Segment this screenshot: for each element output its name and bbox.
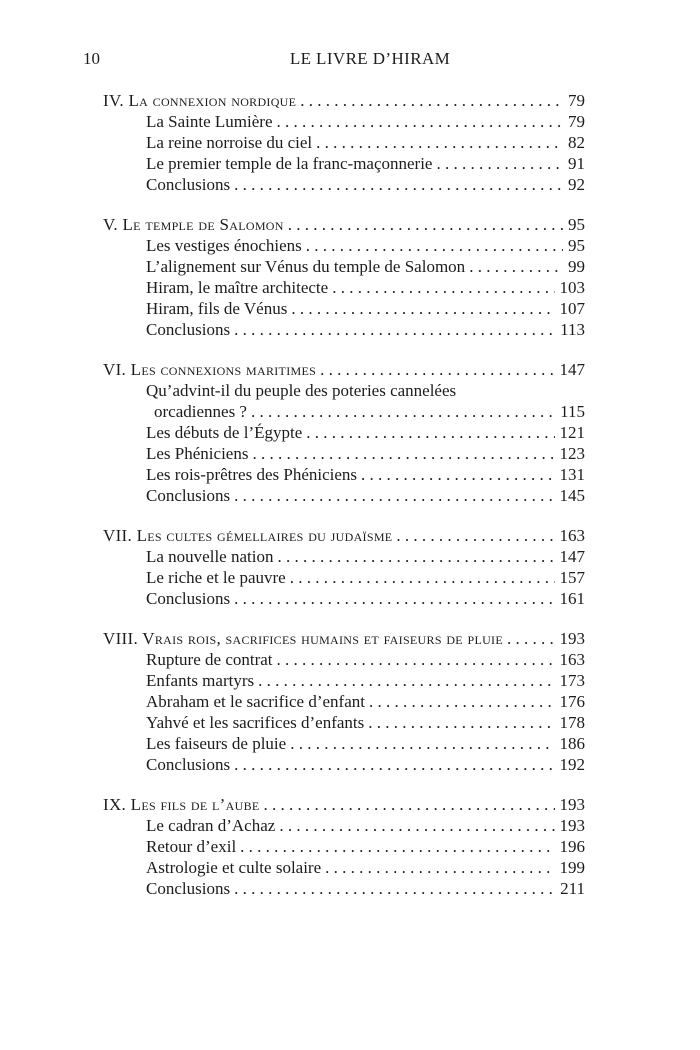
section-entry-title: L’alignement sur Vénus du temple de Salomon [146,257,466,276]
section-entry-page: 199 [559,858,585,877]
dot-leader [279,815,554,836]
dot-leader [396,525,554,546]
section-entry-page: 145 [559,486,585,505]
section-entry-title: Conclusions [146,879,231,898]
dot-leader [368,712,554,733]
section-entry-title: Abraham et le sacrifice d’enfant [146,692,365,711]
section-entry-title: Retour d’exil [146,837,237,856]
section-entry-title: Hiram, le maître architecte [146,278,329,297]
dot-leader [234,754,554,775]
chapter-block [103,214,585,340]
dot-leader [234,174,563,195]
section-entry-title: Le premier temple de la franc-maçonnerie [146,154,433,173]
dot-leader [306,235,563,256]
chapter-entry-page: 163 [559,526,585,545]
section-entry-page: 92 [568,175,585,194]
dot-leader [332,277,554,298]
section-entry [103,132,585,153]
dot-leader [436,153,563,174]
section-entry-page: 193 [559,816,585,835]
dot-leader [361,464,554,485]
section-entry-title: Conclusions [146,320,231,339]
dot-leader [316,132,563,153]
dot-leader [277,649,555,670]
running-title: LE LIVRE D’HIRAM [289,49,451,68]
chapter-entry [103,628,585,649]
section-entry-title: Le cadran d’Achaz [146,816,276,835]
chapter-entry-page: 193 [559,795,585,814]
chapter-entry [103,359,585,380]
section-entry [103,464,585,485]
section-entry [103,319,585,340]
section-entry-page: 123 [559,444,585,463]
section-entry-page: 121 [559,423,585,442]
section-entry [103,670,585,691]
dot-leader [258,670,554,691]
chapter-block [103,628,585,775]
section-entry [103,815,585,836]
dot-leader [300,90,563,111]
section-entry-title-line1: Qu’advint-il du peuple des poteries cannelées [146,381,457,400]
chapter-entry-title: V. Le temple de Salomon [103,215,284,234]
dot-leader [291,298,554,319]
section-entry-page: 161 [559,589,585,608]
section-entry-title: Yahvé et les sacrifices d’enfants [146,713,365,732]
section-entry-page: 79 [568,112,585,131]
dot-leader [306,422,554,443]
dot-leader [369,691,555,712]
section-entry [103,754,585,775]
dot-leader [507,628,555,649]
chapter-entry-page: 79 [568,91,585,110]
dot-leader [277,546,554,567]
section-entry-title: Conclusions [146,486,231,505]
section-entry [103,546,585,567]
section-entry-page: 131 [559,465,585,484]
section-entry-page: 173 [559,671,585,690]
section-entry-page: 113 [560,320,585,339]
section-entry [103,712,585,733]
dot-leader [240,836,554,857]
dot-leader [288,214,563,235]
section-entry [103,235,585,256]
section-entry-page: 196 [559,837,585,856]
section-entry [103,857,585,878]
dot-leader [290,567,555,588]
section-entry-title: Les faiseurs de pluie [146,734,287,753]
section-entry-title: Hiram, fils de Vénus [146,299,288,318]
page-number: 10 [83,49,100,68]
section-entry [103,298,585,319]
section-entry [103,649,585,670]
section-entry [103,443,585,464]
section-entry-page: 99 [568,257,585,276]
section-entry-title: Enfants martyrs [146,671,255,690]
chapter-block [103,794,585,899]
section-entry-title: Les rois-prêtres des Phéniciens [146,465,358,484]
section-entry-title: orcadiennes ? [154,402,247,421]
dot-leader [325,857,554,878]
section-entry [103,691,585,712]
section-entry-title: Conclusions [146,755,231,774]
section-entry-title: Le riche et le pauvre [146,568,286,587]
chapter-block [103,90,585,195]
chapter-entry [103,214,585,235]
section-entry [103,485,585,506]
section-entry-page: 186 [559,734,585,753]
section-entry [103,878,585,899]
section-entry [103,401,585,422]
section-entry [103,256,585,277]
section-entry [103,422,585,443]
section-entry-page: 211 [560,879,585,898]
section-entry-title: Les vestiges énochiens [146,236,302,255]
section-entry-page: 115 [560,402,585,421]
dot-leader [264,794,555,815]
section-entry [103,567,585,588]
chapter-entry-page: 193 [559,629,585,648]
chapter-entry-page: 147 [559,360,585,379]
dot-leader [251,401,555,422]
section-entry-page: 107 [559,299,585,318]
section-entry-page: 157 [559,568,585,587]
section-entry-title: Rupture de contrat [146,650,273,669]
dot-leader [290,733,554,754]
chapter-entry-title: VI. Les connexions maritimes [103,360,317,379]
section-entry-page: 176 [559,692,585,711]
section-entry [103,111,585,132]
chapter-block [103,525,585,609]
section-entry-title: Astrologie et culte solaire [146,858,322,877]
dot-leader [234,588,554,609]
section-entry-page: 163 [559,650,585,669]
dot-leader [277,111,563,132]
section-entry-page: 91 [568,154,585,173]
chapter-block [103,359,585,506]
dot-leader [320,359,554,380]
dot-leader [469,256,563,277]
section-entry-title: Conclusions [146,175,231,194]
section-entry-title: Les débuts de l’Égypte [146,423,303,442]
section-entry-title: La Sainte Lumière [146,112,273,131]
dot-leader [252,443,554,464]
section-entry-page: 95 [568,236,585,255]
dot-leader [234,485,554,506]
section-entry-page: 192 [559,755,585,774]
section-entry [103,174,585,195]
chapter-entry [103,90,585,111]
chapter-entry-title: IV. La connexion nordique [103,91,297,110]
section-entry-page: 82 [568,133,585,152]
section-entry-page: 103 [559,278,585,297]
section-entry [103,153,585,174]
section-entry [103,733,585,754]
chapter-entry [103,794,585,815]
section-entry [103,588,585,609]
section-entry-title: Conclusions [146,589,231,608]
chapter-entry-page: 95 [568,215,585,234]
table-of-contents [103,90,585,918]
chapter-entry-title: IX. Les fils de l’aube [103,795,260,814]
section-entry-title: Les Phéniciens [146,444,249,463]
section-entry-page: 147 [559,547,585,566]
chapter-entry [103,525,585,546]
section-entry-page: 178 [559,713,585,732]
dot-leader [234,319,555,340]
section-entry [103,836,585,857]
chapter-entry-title: VIII. Vrais rois, sacrifices humains et faiseurs de pluie [103,629,503,648]
section-entry-title: La nouvelle nation [146,547,274,566]
dot-leader [234,878,555,899]
section-entry-title: La reine norroise du ciel [146,133,313,152]
section-entry [103,277,585,298]
chapter-entry-title: VII. Les cultes gémellaires du judaïsme [103,526,393,545]
